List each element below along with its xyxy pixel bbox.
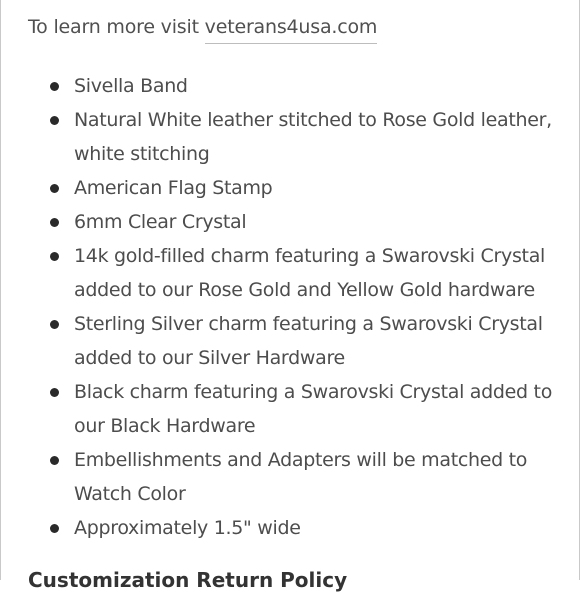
- bullet-icon: [50, 218, 59, 227]
- bullet-icon: [50, 82, 59, 91]
- bullet-icon: [50, 320, 59, 329]
- list-item-text: Approximately 1.5" wide: [74, 517, 301, 539]
- list-item-text: Sterling Silver charm featuring a Swarovski Crystal added to our Silver Hardware: [74, 313, 543, 369]
- list-item: [1, 171, 580, 205]
- list-item: [1, 103, 580, 171]
- list-item: [1, 443, 580, 511]
- list-item-text: Sivella Band: [74, 75, 188, 97]
- bullet-icon: [50, 456, 59, 465]
- list-item-text: American Flag Stamp: [74, 177, 273, 199]
- list-item: [1, 307, 580, 375]
- feature-list: [1, 69, 580, 545]
- website-link[interactable]: veterans4usa.com: [205, 16, 378, 44]
- list-item: [1, 375, 580, 443]
- bullet-icon: [50, 116, 59, 125]
- bullet-icon: [50, 252, 59, 261]
- intro-text: To learn more visit: [28, 16, 205, 38]
- bullet-icon: [50, 184, 59, 193]
- list-item: [1, 69, 580, 103]
- list-item: [1, 205, 580, 239]
- list-item-text: 6mm Clear Crystal: [74, 211, 247, 233]
- list-item: [1, 239, 580, 307]
- section-heading: Customization Return Policy: [28, 568, 348, 592]
- bullet-icon: [50, 524, 59, 533]
- list-item: [1, 511, 580, 545]
- list-item-text: 14k gold-filled charm featuring a Swarovski Crystal added to our Rose Gold and Yellow Gold hardware: [74, 245, 546, 301]
- intro-line: [28, 14, 377, 40]
- list-item-text: Natural White leather stitched to Rose Gold leather, white stitching: [74, 109, 552, 165]
- list-item-text: Embellishments and Adapters will be matched to Watch Color: [74, 449, 528, 505]
- list-item-text: Black charm featuring a Swarovski Crystal added to our Black Hardware: [74, 381, 553, 437]
- bullet-icon: [50, 388, 59, 397]
